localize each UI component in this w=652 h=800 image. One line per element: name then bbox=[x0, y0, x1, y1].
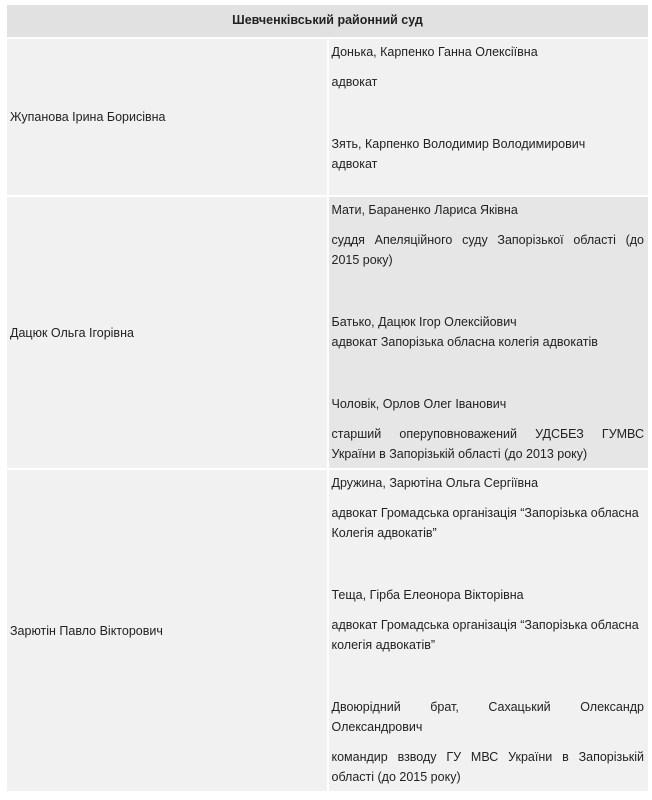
relative-position: командир взводу ГУ МВС України в Запорізькій області (до 2015 року) bbox=[331, 750, 644, 784]
relative-position: адвокат Запорізька обласна колегія адвокатів bbox=[331, 335, 598, 349]
relatives-cell bbox=[329, 197, 649, 468]
relative-position: адвокат Громадська організація “Запорізька обласна bbox=[331, 618, 639, 632]
relative-relation-name: Чоловік, Орлов Олег Іванович bbox=[331, 397, 507, 411]
relative-relation-name: Батько, Дацюк Ігор Олексійович bbox=[331, 315, 517, 329]
relative-relation-name: Двоюрідний брат, Сахацький Олександр Олександрович bbox=[331, 700, 644, 734]
relative-position: Колегія адвокатів” bbox=[331, 526, 437, 540]
court-relatives-table bbox=[5, 3, 650, 793]
relative-position: суддя Апеляційного суду Запорізької області (до 2015 року) bbox=[331, 233, 644, 267]
relative-position: старший оперуповноважений УДСБЕЗ ГУМВС України в Запорізькій області (до 2013 року) bbox=[331, 427, 644, 461]
relatives-cell bbox=[329, 470, 649, 791]
relative-position: адвокат bbox=[331, 75, 378, 89]
court-relatives-table-wrapper bbox=[5, 3, 650, 793]
judge-name: Зарютін Павло Вікторович bbox=[7, 470, 327, 791]
table-row bbox=[7, 470, 648, 791]
relative-relation-name: Зять, Карпенко Володимир Володимирович bbox=[331, 137, 586, 151]
relative-position: колегія адвокатів” bbox=[331, 638, 436, 652]
court-title: Шевченківський районний суд bbox=[7, 5, 648, 37]
table-header-row bbox=[7, 5, 648, 37]
relative-relation-name: Теща, Гірба Елеонора Вікторівна bbox=[331, 588, 524, 602]
judge-name: Жупанова Ірина Борисівна bbox=[7, 39, 327, 195]
judge-name: Дацюк Ольга Ігорівна bbox=[7, 197, 327, 468]
table-row bbox=[7, 197, 648, 468]
relatives-cell bbox=[329, 39, 649, 195]
relative-relation-name: Мати, Бараненко Лариса Яківна bbox=[331, 203, 518, 217]
table-row bbox=[7, 39, 648, 195]
relative-relation-name: Дружина, Зарютіна Ольга Сергіївна bbox=[331, 476, 539, 490]
relative-position: адвокат Громадська організація “Запорізька обласна bbox=[331, 506, 639, 520]
relative-relation-name: Донька, Карпенко Ганна Олексіївна bbox=[331, 45, 538, 59]
relative-position: адвокат bbox=[331, 157, 378, 171]
